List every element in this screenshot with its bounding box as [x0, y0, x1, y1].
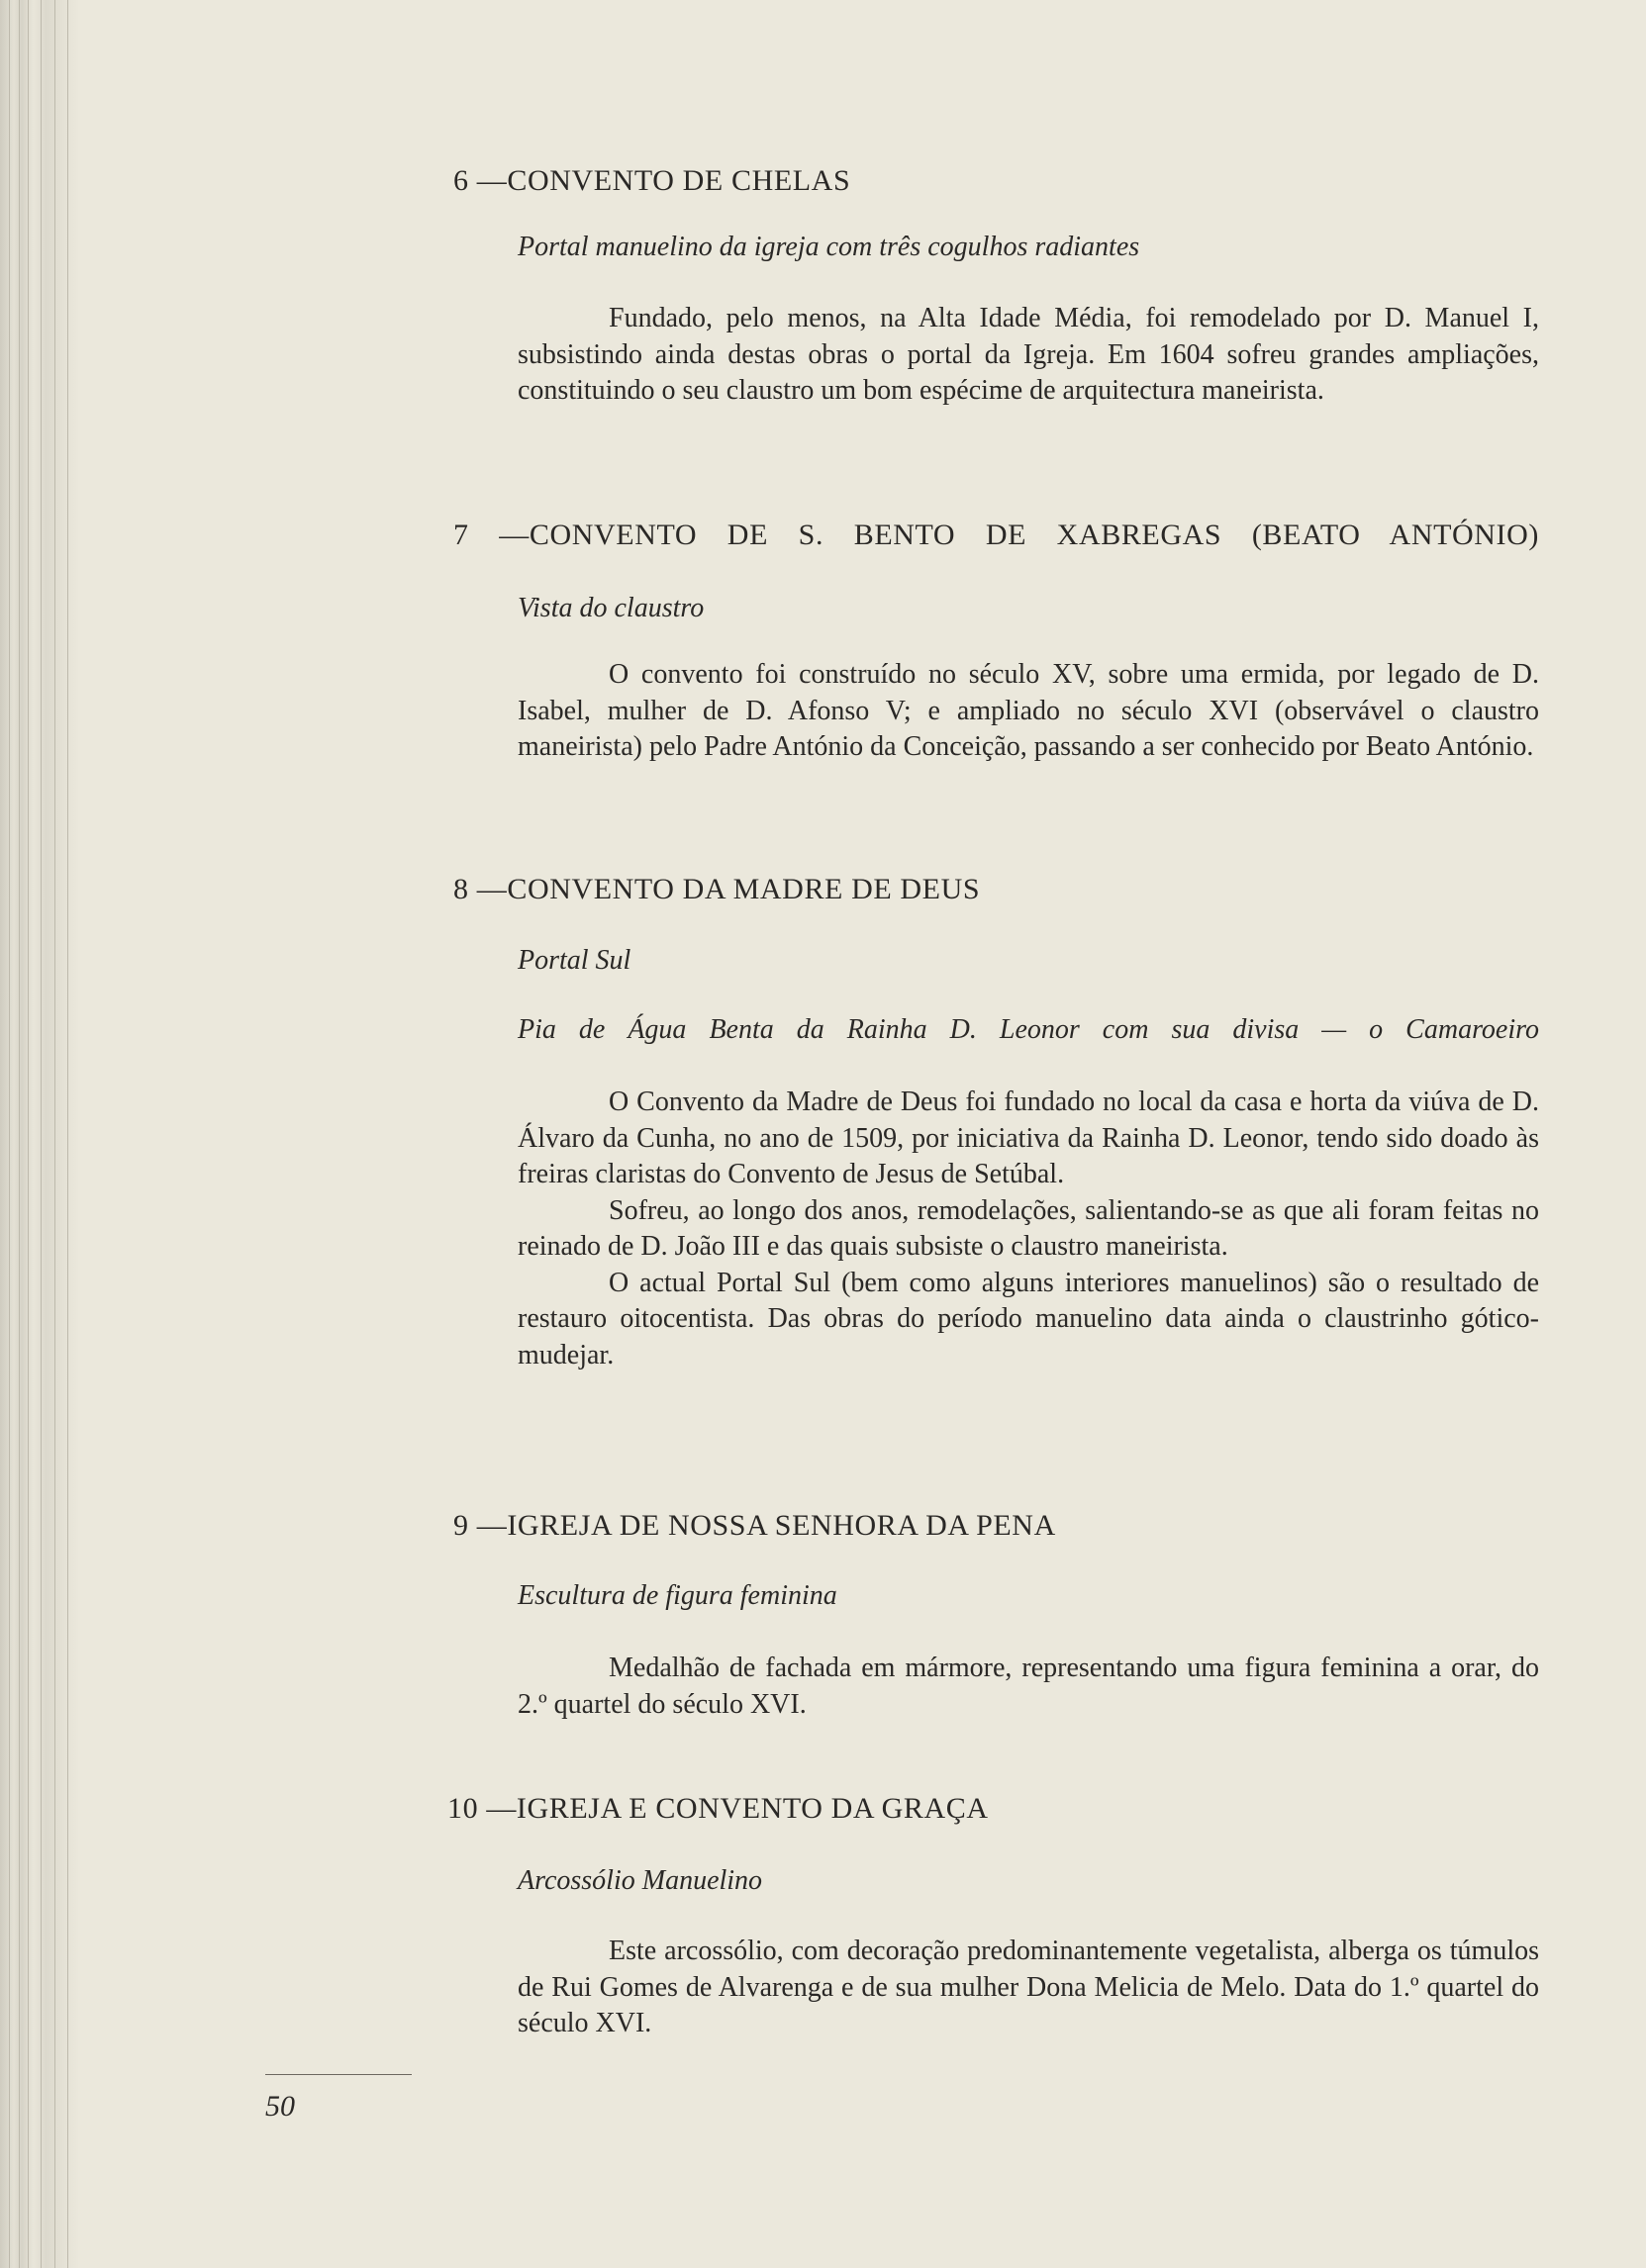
section-dash: —	[486, 1792, 517, 1825]
section-heading-6	[453, 164, 850, 198]
folio-rule	[265, 2074, 412, 2075]
section-title: CONVENTO DE S. BENTO DE XABREGAS (BEATO ANTÓNIO)	[529, 519, 1539, 551]
page-edge-line	[19, 0, 20, 2268]
body-paragraph: Sofreu, ao longo dos anos, remodelações, salientando-se as que ali foram feitas no reinado de D. João III e das quais subsiste o claustro maneirista.	[518, 1194, 1539, 1262]
section-body-8	[518, 1085, 1539, 1373]
section-subtitle: Portal Sul	[518, 945, 631, 976]
page-number: 50	[265, 2090, 295, 2123]
section-number: 6	[453, 164, 469, 197]
page-edge-line	[41, 0, 42, 2268]
section-number: 10	[447, 1792, 479, 1825]
section-title: CONVENTO DA MADRE DE DEUS	[507, 873, 981, 905]
body-paragraph: O actual Portal Sul (bem como alguns interiores manuelinos) são o resultado de restauro oitocentista. Das obras do período manuelino data ainda o claustrinho gótico-mudejar.	[518, 1267, 1539, 1370]
section-body-7	[518, 657, 1539, 766]
section-heading-10	[447, 1792, 989, 1826]
section-heading-9	[453, 1509, 1056, 1543]
section-subtitle: Pia de Água Benta da Rainha D. Leonor com sua divisa — o Camaroeiro	[518, 1014, 1539, 1045]
body-paragraph: Fundado, pelo menos, na Alta Idade Média, foi remodelado por D. Manuel I, subsistindo ainda destas obras o portal da Igreja. Em 1604 sofreu grandes ampliações, constituindo o seu claustro um bom espécime de arquitectura maneirista.	[518, 303, 1539, 406]
section-dash: —	[476, 873, 508, 905]
section-heading-8	[453, 873, 980, 906]
section-dash: —	[476, 164, 508, 197]
section-number: 7	[453, 519, 469, 551]
section-number: 8	[453, 873, 469, 905]
section-body-10	[518, 1934, 1539, 2042]
section-title: IGREJA DE NOSSA SENHORA DA PENA	[507, 1509, 1056, 1542]
section-title: IGREJA E CONVENTO DA GRAÇA	[516, 1792, 989, 1825]
section-subtitle: Arcossólio Manuelino	[518, 1865, 763, 1896]
page-edge-line	[67, 0, 68, 2268]
section-dash: —	[499, 519, 530, 551]
page-edge-line	[9, 0, 10, 2268]
section-number: 9	[453, 1509, 469, 1542]
section-heading-7	[453, 519, 1539, 552]
section-title: CONVENTO DE CHELAS	[507, 164, 851, 197]
book-spine-edge	[0, 0, 79, 2268]
section-subtitle: Escultura de figura feminina	[518, 1580, 837, 1611]
section-subtitle: Portal manuelino da igreja com três cogulhos radiantes	[518, 232, 1140, 262]
section-body-9	[518, 1651, 1539, 1723]
body-paragraph: Medalhão de fachada em mármore, representando uma figura feminina a orar, do 2.º quartel do século XVI.	[518, 1653, 1539, 1720]
section-body-6	[518, 301, 1539, 410]
section-subtitle: Vista do claustro	[518, 593, 705, 623]
body-paragraph: Este arcossólio, com decoração predominantemente vegetalista, alberga os túmulos de Rui Gomes de Alvarenga e de sua mulher Dona Melicia de Melo. Data do 1.º quartel do século XVI.	[518, 1936, 1539, 2038]
body-paragraph: O convento foi construído no século XV, sobre uma ermida, por legado de D. Isabel, mulher de D. Afonso V; e ampliado no século XVI (observável o claustro maneirista) pelo Padre António da Conceição, passando a ser conhecido por Beato António.	[518, 659, 1539, 762]
page-edge-line	[54, 0, 55, 2268]
page-edge-line	[28, 0, 29, 2268]
section-dash: —	[476, 1509, 508, 1542]
body-paragraph: O Convento da Madre de Deus foi fundado no local da casa e horta da viúva de D. Álvaro da Cunha, no ano de 1509, por iniciativa da Rainha D. Leonor, tendo sido doado às freiras claristas do Convento de Jesus de Setúbal.	[518, 1087, 1539, 1189]
